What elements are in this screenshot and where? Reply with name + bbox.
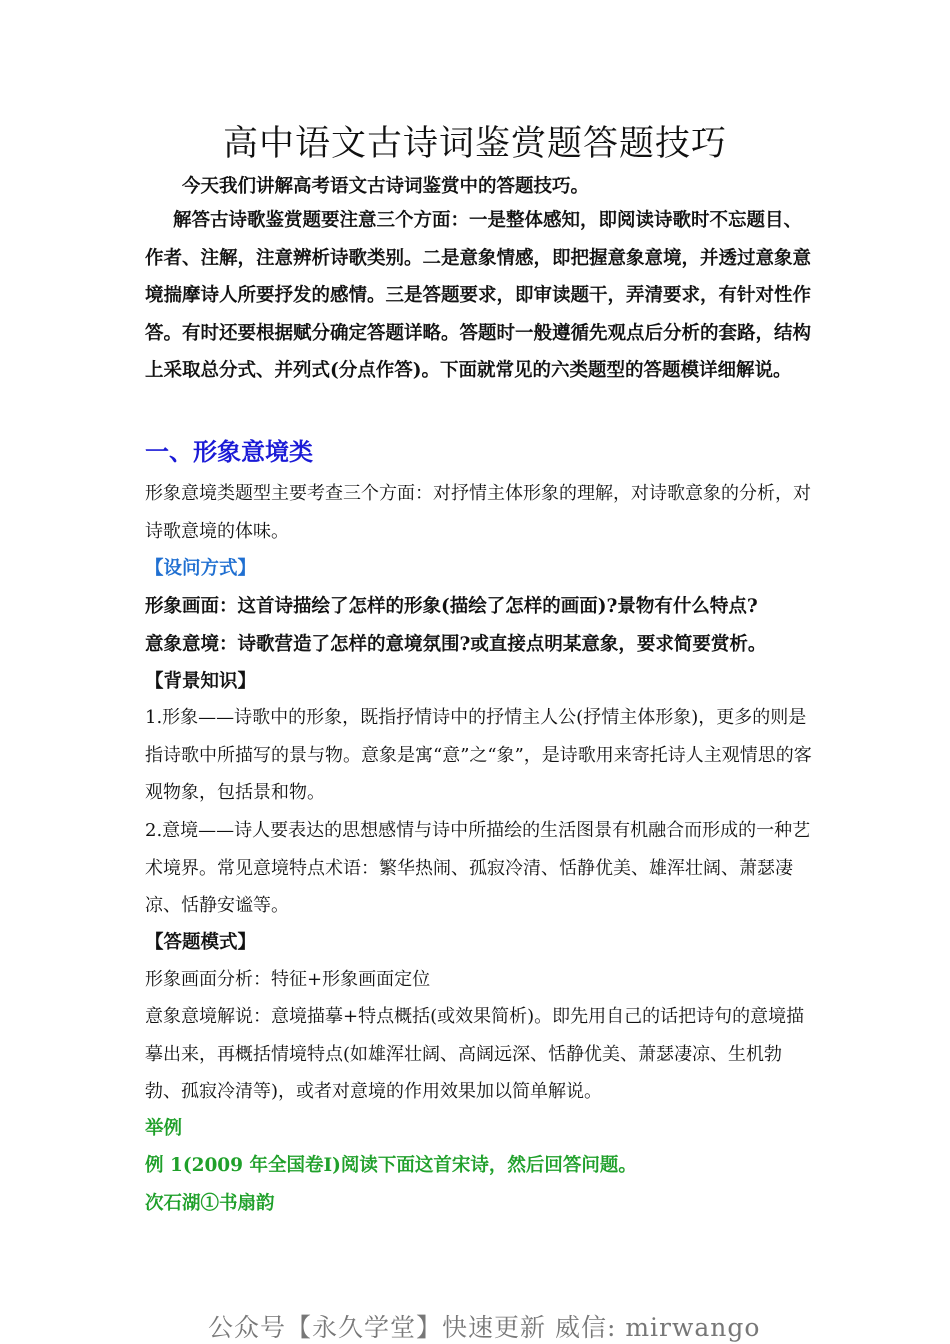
page-title: 高中语文古诗词鉴赏题答题技巧 <box>222 124 727 164</box>
example-question: 例 1(2009 年全国卷Ⅰ)阅读下面这首宋诗，然后回答问题。 <box>145 1155 637 1176</box>
answer-mode-label: 【答题模式】 <box>145 932 257 953</box>
background-item-mood: 2.意境——诗人要表达的思想感情与诗中所描绘的生活图景有机融合而形成的一种艺术境界。常见意境特点术语：繁华热闹、孤寂冷清、恬静优美、雄浑壮阔、萧瑟凄凉、恬静安谧等。 <box>145 820 811 917</box>
poem-title: 次石湖①书扇韵 <box>145 1193 275 1214</box>
footer-watermark: 公众号【永久学堂】快速更新 威信: mirwango <box>208 1313 761 1342</box>
answer-mode-mood: 意象意境解说：意境描摹+特点概括(或效果简析)。即先用自己的话把诗句的意境描摹出来，再概括情境特点(如雄浑壮阔、高阔远深、恬静优美、萧瑟凄凉、生机勃勃、孤寂冷清等)，或者对意境的作用效果加以简单解说。 <box>145 1006 805 1103</box>
ask-label: 【设问方式】 <box>145 558 257 579</box>
ask-item-image: 形象画面：这首诗描绘了怎样的形象(描绘了怎样的画面)?景物有什么特点? <box>145 596 758 617</box>
background-label: 【背景知识】 <box>145 671 257 692</box>
section-heading: 一、形象意境类 <box>145 438 313 466</box>
section-description: 形象意境类题型主要考查三个方面：对抒情主体形象的理解，对诗歌意象的分析，对诗歌意境的体味。 <box>145 483 811 542</box>
ask-item-mood: 意象意境：诗歌营造了怎样的意境氛围?或直接点明某意象，要求简要赏析。 <box>145 634 767 655</box>
example-label: 举例 <box>145 1118 183 1139</box>
intro-line: 今天我们讲解高考语文古诗词鉴赏中的答题技巧。 <box>182 176 590 197</box>
intro-paragraph: 解答古诗歌鉴赏题要注意三个方面：一是整体感知，即阅读诗歌时不忘题目、作者、注解，注意辨析诗歌类别。二是意象情感，即把握意象意境，并透过意象意境揣摩诗人所要抒发的感情。三是答题要求，即审读题干，弄清要求，有针对性作答。有时还要根据赋分确定答题详略。答题时一般遵循先观点后分析的套路，结构上采取总分式、并列式(分点作答)。下面就常见的六类题型的答题模详细解说。 <box>145 210 812 382</box>
background-item-image: 1.形象——诗歌中的形象，既指抒情诗中的抒情主人公(抒情主体形象)，更多的则是指诗歌中所描写的景与物。意象是寓“意”之“象”，是诗歌用来寄托诗人主观情思的客观物象，包括景和物。 <box>145 707 812 804</box>
answer-mode-image: 形象画面分析：特征+形象画面定位 <box>145 969 431 990</box>
